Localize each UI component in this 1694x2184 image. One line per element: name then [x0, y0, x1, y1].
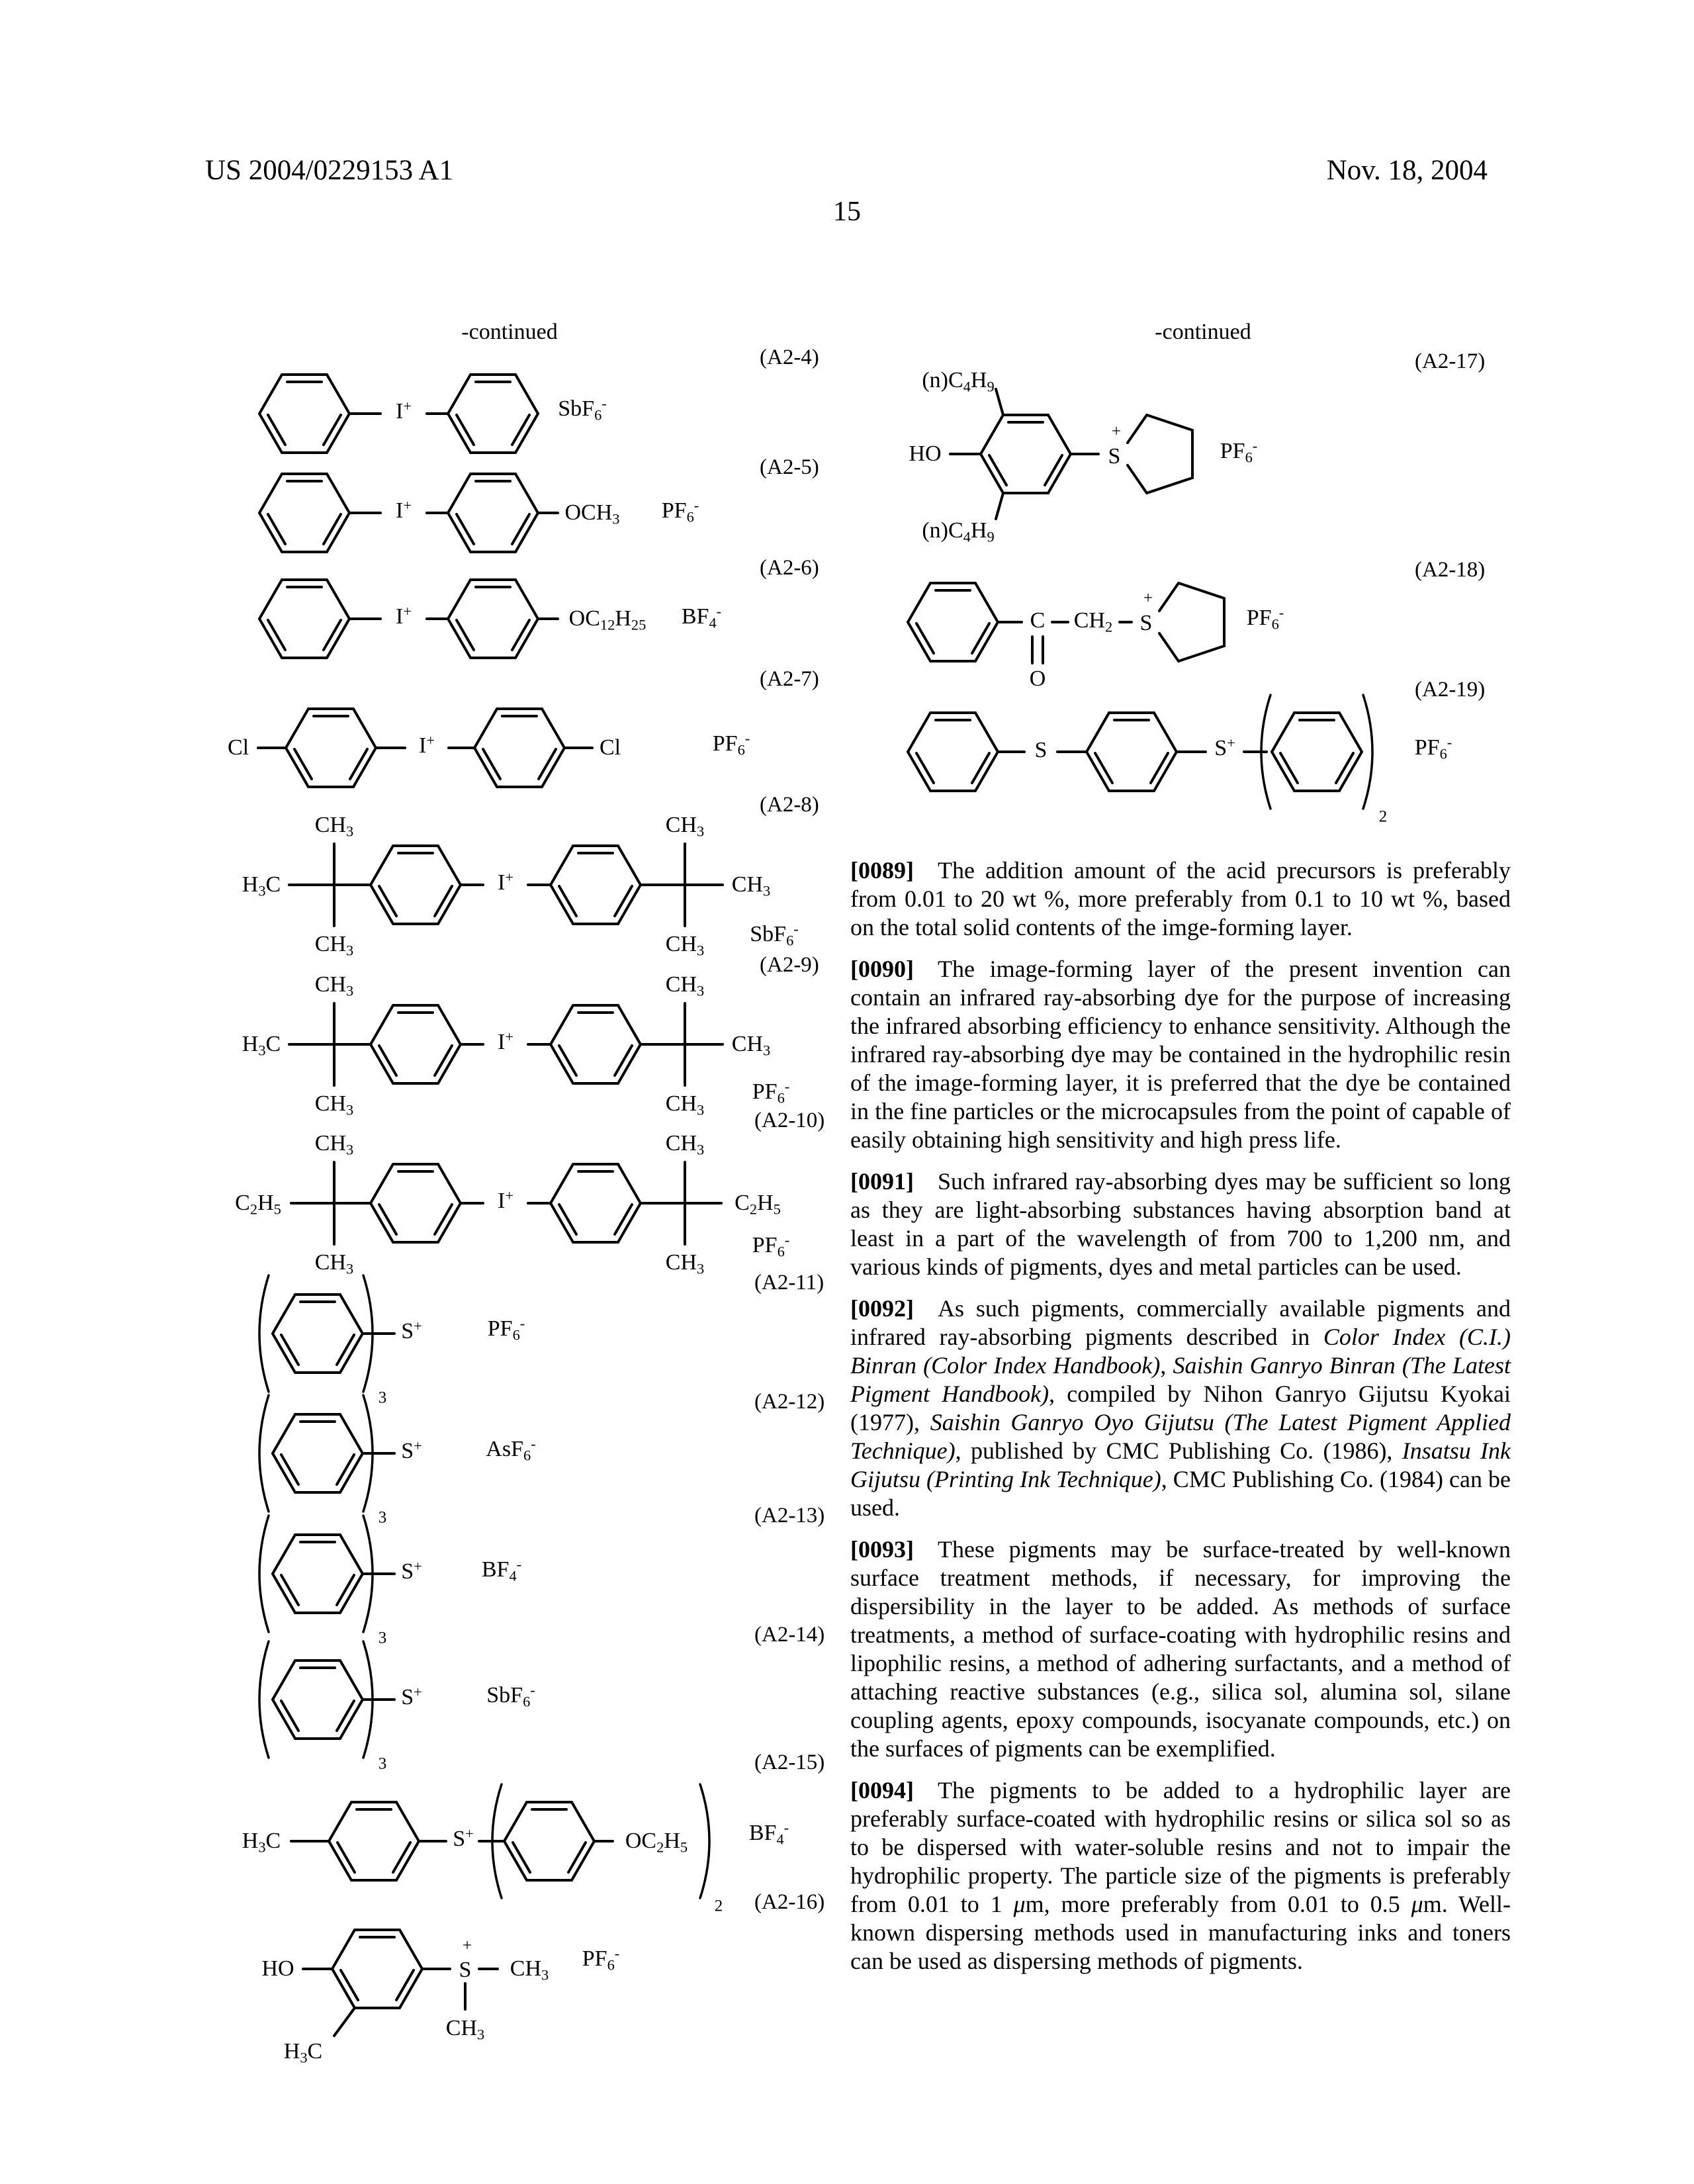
a2-10-methyl: $CH_3$: [314, 1131, 354, 1158]
a2-16-methyl: $CH_3$: [445, 2016, 485, 2043]
paragraph-0094: [850, 1776, 1511, 1976]
publication-date: Nov. 18, 2004: [1326, 155, 1488, 186]
formula-label-a2-14: (A2-14): [754, 1623, 825, 1647]
a2-4-iodonium-center: I+: [396, 397, 412, 424]
a2-16-sulfonium-center: S: [459, 1958, 472, 1982]
a2-13-paren-subscript: 3: [378, 1629, 387, 1647]
a2-17-butyl-top: $(n)C_4H_9$: [922, 368, 995, 395]
paragraph-text: Such infrared ray-absorbing dyes may be sufficient so long as they are light-absorbing substances having absorption band at least in a part of the wavelength of from 700 to 1,200 nm, and various kinds of pigments, dyes and metal particles can be used.: [850, 1168, 1511, 1280]
a2-19-sulfonium-center: S+: [1214, 734, 1235, 760]
a2-8-methyl-h3c: $H_3C$: [242, 872, 281, 899]
a2-13-anion: $BF_4^-$: [481, 1555, 522, 1584]
a2-15-substituent-oc2h5: $OC_2H_5$: [625, 1829, 688, 1856]
a2-8-methyl: $CH_3$: [731, 872, 771, 899]
a2-18-anion: $PF_6^-$: [1246, 604, 1284, 633]
a2-5-iodonium-center: I+: [396, 496, 412, 523]
paragraph-0090: [850, 955, 1511, 1154]
a2-6-anion: $BF_4^-$: [681, 602, 722, 631]
a2-19-thioether-sulfur: S: [1034, 738, 1048, 762]
formula-label-a2-5: (A2-5): [760, 455, 819, 479]
a2-7-anion: $PF_6^-$: [712, 729, 750, 758]
paragraph-number: [0093]: [850, 1536, 914, 1563]
a2-10-ethyl-left: $C_2H_5$: [235, 1191, 281, 1218]
formula-label-a2-19: (A2-19): [1415, 678, 1486, 702]
formula-label-a2-18: (A2-18): [1415, 558, 1486, 582]
a2-9-anion: $PF_6^-$: [752, 1077, 790, 1107]
a2-19-paren-subscript: 2: [1378, 807, 1388, 826]
formula-label-a2-10: (A2-10): [754, 1109, 825, 1132]
a2-6-substituent-oc12h25: $OC_{12}H_{25}$: [568, 606, 646, 633]
a2-16-methyl-h3c: $H_3C$: [283, 2039, 323, 2066]
a2-11-anion: $PF_6^-$: [487, 1314, 525, 1343]
a2-8-methyl: $CH_3$: [665, 813, 705, 840]
a2-18-sulfonium-center: S: [1139, 611, 1153, 635]
a2-7-chloro-left: Cl: [227, 735, 249, 760]
paragraph-text: The pigments to be added to a hydrophilic layer are preferably surface-coated with hydrophilic resins or silica sol so as to be dispersed with water-soluble resins and not to impair the hydrophilic property. The particle size of the pigments is preferably from 0.01 to 1 μm, more preferably from 0.01 to 0.5 μm. Well-known dispersing methods used in manufacturing inks and toners can be used as dispersing methods of pigments.: [850, 1777, 1511, 1974]
a2-10-methyl: $CH_3$: [665, 1131, 705, 1158]
formula-label-a2-7: (A2-7): [760, 667, 819, 691]
document-number: US 2004/0229153 A1: [205, 155, 454, 186]
a2-5-substituent-och3: $OCH_3$: [564, 500, 620, 527]
continued-heading-right: -continued: [1155, 320, 1251, 344]
a2-17-plus-charge: +: [1111, 422, 1122, 441]
a2-9-methyl: $CH_3$: [314, 1091, 354, 1118]
formula-label-a2-6: (A2-6): [760, 556, 819, 580]
formula-label-a2-8: (A2-8): [760, 793, 819, 817]
a2-7-chloro-right: Cl: [599, 735, 621, 760]
a2-8-anion: SbF$_6$-: [750, 920, 799, 949]
paragraph-0089: [850, 856, 1511, 942]
a2-9-iodonium-center: I+: [498, 1028, 513, 1054]
formula-label-a2-4: (A2-4): [760, 345, 819, 369]
a2-15-methyl-h3c: $H_3C$: [242, 1829, 281, 1856]
body-text-column: [850, 856, 1511, 1989]
a2-10-methyl: $CH_3$: [665, 1250, 705, 1277]
a2-8-methyl: $CH_3$: [314, 932, 354, 959]
paragraph-text: The addition amount of the acid precursors is preferably from 0.01 to 20 wt %, more preferably from 0.1 to 10 wt %, based on the total solid contents of the imge-forming layer.: [850, 857, 1511, 940]
a2-12-anion: AsF$_6$-: [486, 1435, 536, 1464]
formula-label-a2-13: (A2-13): [754, 1504, 825, 1527]
a2-14-paren-subscript: 3: [378, 1754, 387, 1773]
a2-10-ethyl-right: $C_2H_5$: [735, 1191, 781, 1218]
a2-9-methyl: $CH_3$: [314, 972, 354, 999]
paragraph-number: [0092]: [850, 1295, 914, 1322]
a2-8-methyl: $CH_3$: [314, 813, 354, 840]
a2-10-iodonium-center: I+: [498, 1187, 513, 1213]
page-number: 15: [833, 197, 861, 227]
a2-18-methylene: $CH_2$: [1073, 608, 1113, 635]
formula-label-a2-11: (A2-11): [754, 1271, 825, 1295]
paragraph-number: [0089]: [850, 857, 914, 884]
a2-9-methyl: $CH_3$: [731, 1032, 771, 1059]
paragraph-0091: [850, 1167, 1511, 1281]
a2-13-sulfonium-center: S+: [401, 1557, 422, 1584]
a2-9-methyl-h3c: $H_3C$: [242, 1032, 281, 1059]
a2-10-methyl: $CH_3$: [314, 1250, 354, 1277]
a2-17-anion: $PF_6^-$: [1220, 437, 1258, 466]
a2-8-methyl: $CH_3$: [665, 932, 705, 959]
paragraph-0092: [850, 1295, 1511, 1522]
a2-15-sulfonium-center: S+: [453, 1825, 474, 1851]
a2-18-carbonyl-carbon: C: [1030, 608, 1046, 633]
a2-5-anion: $PF_6^-$: [661, 496, 699, 525]
paragraph-text: These pigments may be surface-treated by well-known surface treatment methods, if necessary, for improving the dispersibility in the layer to be added. As methods of surface treatments, a method of surface-coating with hydrophilic resins and lipophilic resins, a method of adhering surfactants, and a method of attaching reactive substances (e.g., silica sol, alumina sol, silane coupling agents, epoxy compounds, isocyanate compounds, etc.) on the surfaces of pigments can be exemplified.: [850, 1536, 1511, 1762]
formula-label-a2-9: (A2-9): [760, 953, 819, 977]
a2-18-carbonyl-oxygen: O: [1029, 666, 1046, 691]
a2-12-paren-subscript: 3: [378, 1508, 387, 1527]
a2-11-paren-subscript: 3: [378, 1388, 387, 1407]
a2-14-sulfonium-center: S+: [401, 1683, 422, 1709]
a2-8-iodonium-center: I+: [498, 868, 513, 895]
a2-12-sulfonium-center: S+: [401, 1437, 422, 1463]
a2-16-methyl: $CH_3$: [510, 1956, 549, 1983]
a2-9-methyl: $CH_3$: [665, 972, 705, 999]
paragraph-text: As such pigments, commercially available pigments and infrared ray-absorbing pigments described in Color Index (C.I.) Binran (Color Index Handbook), Saishin Ganryo Binran (The Latest Pigment Handbook), compiled by Nihon Ganryo Gijutsu Kyokai (1977), Saishin Ganryo Oyo Gijutsu (The Latest Pigment Applied Technique), published by CMC Publishing Co. (1986), Insatsu Ink Gijutsu (Printing Ink Technique), CMC Publishing Co. (1984) can be used.: [850, 1295, 1511, 1521]
a2-16-hydroxy: HO: [261, 1956, 294, 1981]
continued-heading-left: -continued: [461, 320, 558, 344]
paragraph-number: [0091]: [850, 1168, 914, 1195]
a2-17-butyl-bottom: $(n)C_4H_9$: [922, 518, 995, 545]
paragraph-number: [0090]: [850, 956, 914, 982]
a2-6-iodonium-center: I+: [396, 602, 412, 629]
paragraph-text: The image-forming layer of the present invention can contain an infrared ray-absorbing dye for the purpose of increasing the infrared absorbing efficiency to enhance sensitivity. Although the infrared ray-absorbing dye may be contained in the hydrophilic resin of the image-forming layer, it is preferred that the dye be contained in the fine particles or the microcapsules from the point of capable of easily obtaining high sensitivity and high press life.: [850, 956, 1511, 1153]
a2-9-methyl: $CH_3$: [665, 1091, 705, 1118]
formula-label-a2-12: (A2-12): [754, 1390, 825, 1414]
a2-14-anion: SbF$_6$-: [486, 1681, 535, 1710]
a2-10-anion: $PF_6^-$: [752, 1231, 790, 1260]
a2-17-sulfonium-center: S: [1108, 444, 1121, 469]
a2-17-hydroxy: HO: [909, 441, 942, 466]
a2-7-iodonium-center: I+: [419, 731, 435, 758]
formula-label-a2-15: (A2-15): [754, 1751, 825, 1774]
a2-19-anion: $PF_6^-$: [1414, 733, 1452, 762]
a2-18-plus-charge: +: [1143, 589, 1153, 608]
a2-4-anion: SbF$_6$-: [558, 394, 607, 424]
a2-16-plus-charge: +: [462, 1936, 472, 1955]
formula-label-a2-16: (A2-16): [754, 1890, 825, 1914]
a2-15-anion: $BF_4^-$: [748, 1819, 789, 1848]
formula-label-a2-17: (A2-17): [1415, 349, 1486, 373]
a2-11-sulfonium-center: S+: [401, 1317, 422, 1343]
a2-15-paren-subscript: 2: [714, 1897, 723, 1915]
paragraph-number: [0094]: [850, 1777, 914, 1803]
a2-16-anion: $PF_6^-$: [582, 1944, 620, 1974]
paragraph-0093: [850, 1535, 1511, 1763]
